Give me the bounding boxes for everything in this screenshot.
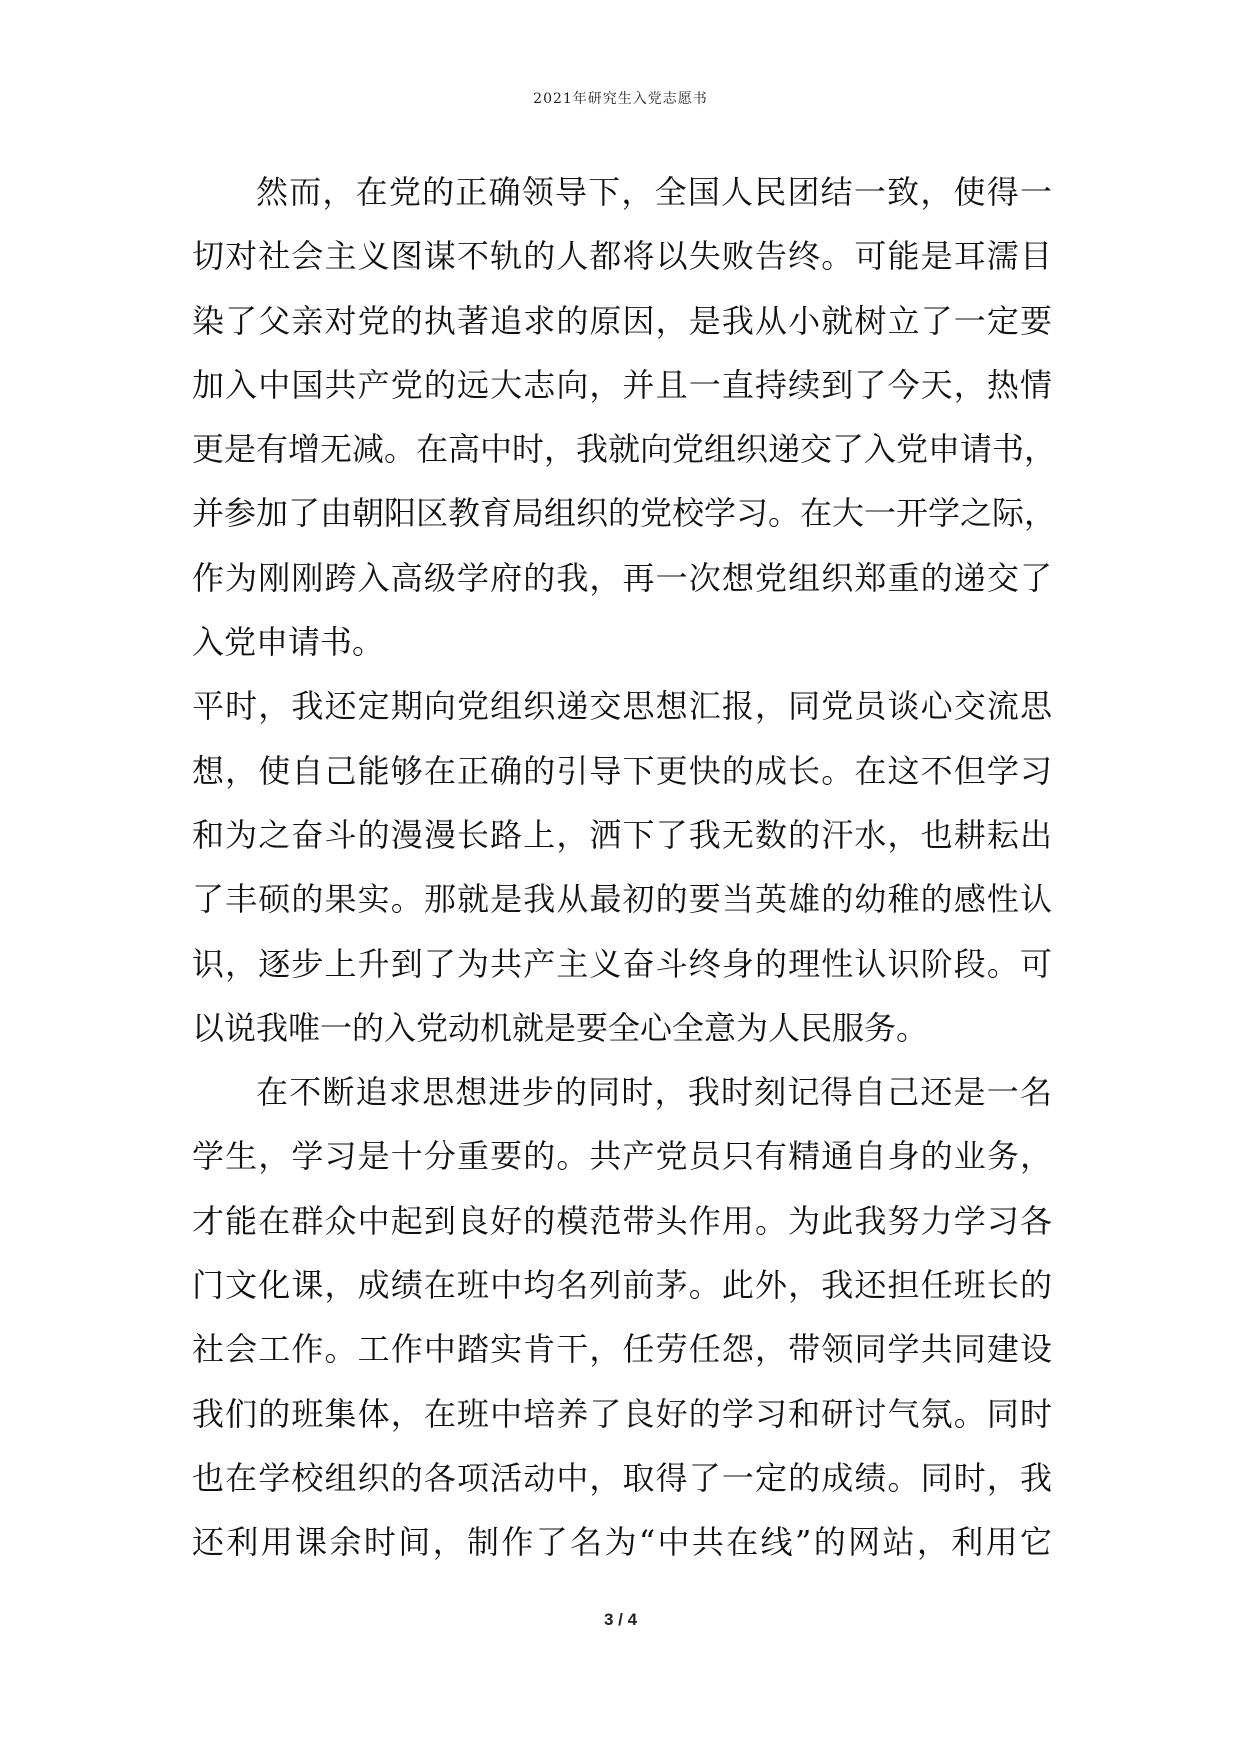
page-header: 2021年研究生入党志愿书 <box>533 91 708 107</box>
page-number: 3 / 4 <box>603 1610 638 1629</box>
text-line: 门文化课，成绩在班中均名列前茅。此外，我还担任班长的 <box>192 1266 1052 1305</box>
text-line: 也在学校组织的各项活动中，取得了一定的成绩。同时，我 <box>192 1458 1052 1497</box>
text-line: 才能在群众中起到良好的模范带头作用。为此我努力学习各 <box>192 1201 1052 1240</box>
text-line: 更是有增无减。在高中时，我就向党组织递交了入党申请书， <box>192 430 1057 469</box>
text-line: 平时，我还定期向党组织递交思想汇报，同党员谈心交流思 <box>192 687 1052 726</box>
text-line: 学生，学习是十分重要的。共产党员只有精通自身的业务， <box>192 1137 1052 1176</box>
text-line: 和为之奋斗的漫漫长路上，洒下了我无数的汗水，也耕耘出 <box>192 815 1052 854</box>
text-line: 想，使自己能够在正确的引导下更快的成长。在这不但学习 <box>192 751 1052 790</box>
text-line: 入党申请书。 <box>192 623 385 662</box>
text-line: 了丰硕的果实。那就是我从最初的要当英雄的幼稚的感性认 <box>192 880 1052 919</box>
text-line: 我们的班集体，在班中培养了良好的学习和研讨气氛。同时 <box>192 1394 1052 1433</box>
text-line: 社会工作。工作中踏实肯干，任劳任怨，带领同学共同建设 <box>192 1330 1052 1369</box>
text-line: 识，逐步上升到了为共产主义奋斗终身的理性认识阶段。可 <box>192 944 1052 983</box>
text-line: 加入中国共产党的远大志向，并且一直持续到了今天，热情 <box>192 365 1052 404</box>
text-line: 染了父亲对党的执著追求的原因，是我从小就树立了一定要 <box>192 301 1052 340</box>
text-line: 以说我唯一的入党动机就是要全心全意为人民服务。 <box>192 1008 929 1047</box>
document-body <box>192 160 1057 1575</box>
text-line: 切对社会主义图谋不轨的人都将以失败告终。可能是耳濡目 <box>192 237 1052 276</box>
text-line: 并参加了由朝阳区教育局组织的党校学习。在大一开学之际， <box>192 494 1057 533</box>
text-line: 然而，在党的正确领导下，全国人民团结一致，使得一 <box>256 173 1052 211</box>
text-line: 还利用课余时间，制作了名为“中共在线”的网站，利用它 <box>192 1523 1052 1562</box>
text-line: 在不断追求思想进步的同时，我时刻记得自己还是一名 <box>256 1073 1052 1112</box>
text-line: 作为刚刚跨入高级学府的我，再一次想党组织郑重的递交了 <box>192 558 1052 597</box>
